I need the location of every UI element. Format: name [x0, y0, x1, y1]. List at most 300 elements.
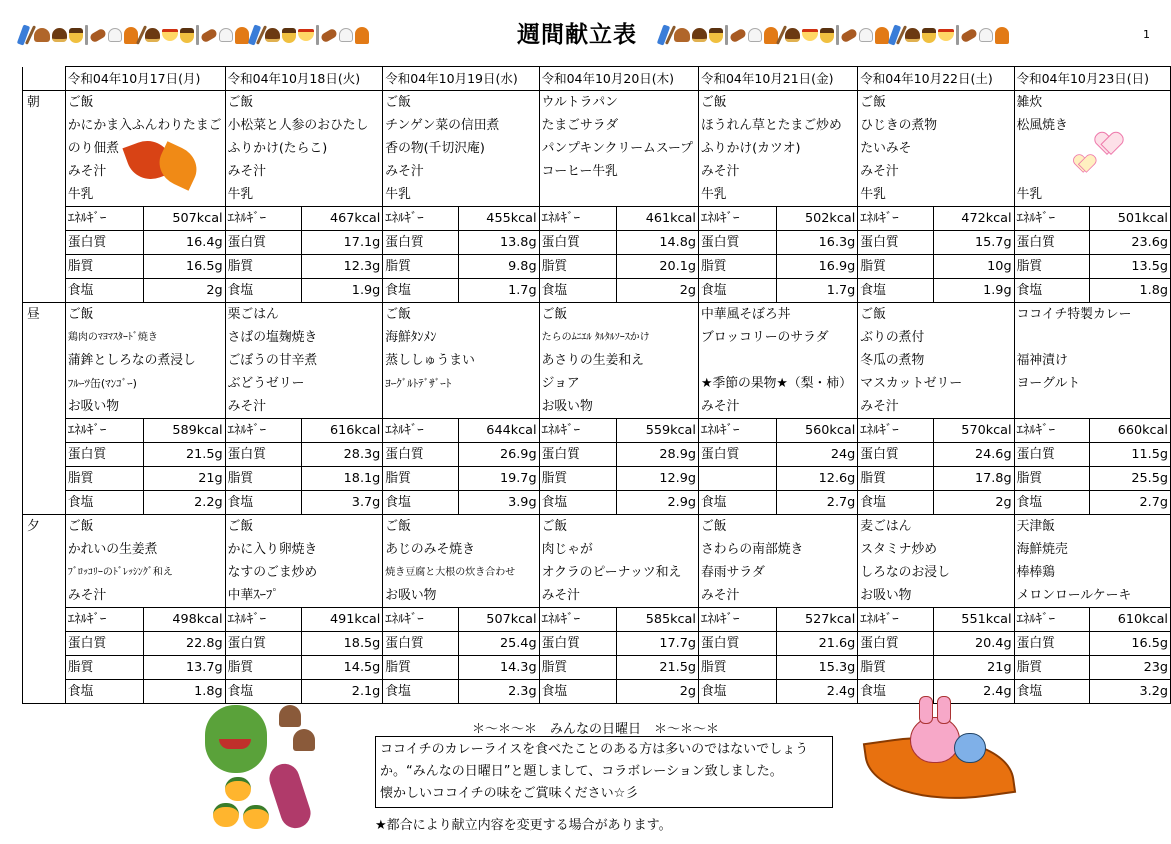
menu-item: ﾖｰｸﾞﾙﾄﾃﾞｻﾞｰﾄ: [383, 372, 539, 395]
fat-label: 脂質: [858, 467, 934, 491]
protein-value: 17.7g: [617, 632, 699, 656]
salt-label: 食塩: [225, 279, 302, 303]
dinner-label-cell: 夕: [23, 515, 66, 539]
energy-label: ｴﾈﾙｷﾞｰ: [225, 419, 302, 443]
menu-item: ご飯: [539, 303, 698, 327]
breakfast-label-cell: [23, 114, 66, 137]
fat-value: 23g: [1090, 656, 1171, 680]
ramen-icon: [938, 29, 954, 41]
breakfast-protein-row: [23, 231, 1171, 255]
menu-item: 松風焼き: [1014, 114, 1170, 137]
salt-value: 2g: [934, 491, 1014, 515]
menu-item: ジョア: [539, 372, 698, 395]
burger-icon: [265, 28, 280, 42]
menu-item: みそ汁: [65, 160, 225, 183]
salt-value: 3.9g: [459, 491, 539, 515]
date-header: 令和04年10月21日(金): [698, 67, 857, 91]
menu-item: ふりかけ(カツオ): [698, 137, 857, 160]
salt-label: 食塩: [858, 279, 934, 303]
fat-label: 脂質: [698, 656, 776, 680]
fork-icon: [316, 25, 319, 45]
fat-label: 脂質: [65, 255, 143, 279]
fat-label: 脂質: [539, 255, 617, 279]
salt-label: 食塩: [383, 491, 459, 515]
fat-value: 17.8g: [934, 467, 1014, 491]
energy-label: ｴﾈﾙｷﾞｰ: [1014, 207, 1090, 231]
energy-label: ｴﾈﾙｷﾞｰ: [225, 608, 302, 632]
menu-item: 小松菜と人参のおひたし: [225, 114, 383, 137]
breakfast-label-cell: [23, 160, 66, 183]
lunch-label-cell: 昼: [23, 303, 66, 327]
notice-title: ＊～＊～＊ みんなの日曜日 ＊～＊～＊: [472, 722, 720, 737]
dango-icon: [729, 27, 747, 43]
menu-item: かれいの生姜煮: [65, 538, 225, 561]
salt-value: 2.2g: [143, 491, 225, 515]
protein-label: 蛋白質: [858, 231, 934, 255]
energy-value: 560kcal: [776, 419, 858, 443]
rice-icon: [219, 28, 233, 42]
notice-line: 懐かしいココイチの味をご賞味ください☆彡: [380, 786, 639, 801]
menu-item: みそ汁: [225, 395, 383, 419]
energy-value: 501kcal: [1090, 207, 1171, 231]
page-title: 週間献立表: [517, 22, 637, 48]
salt-value: 3.7g: [302, 491, 383, 515]
menu-item: 中華ｽｰﾌﾟ: [225, 584, 383, 608]
protein-value: 18.5g: [302, 632, 383, 656]
date-header: 令和04年10月22日(土): [858, 67, 1014, 91]
menu-item: みそ汁: [65, 584, 225, 608]
protein-label: 蛋白質: [698, 632, 776, 656]
salt-value: 2.4g: [934, 680, 1014, 704]
protein-value: 20.4g: [934, 632, 1014, 656]
menu-item: コーヒー牛乳: [539, 160, 698, 183]
protein-value: 14.8g: [617, 231, 699, 255]
fat-value: 14.3g: [459, 656, 539, 680]
protein-value: 15.7g: [934, 231, 1014, 255]
energy-label: ｴﾈﾙｷﾞｰ: [383, 419, 459, 443]
protein-label: 蛋白質: [698, 231, 776, 255]
dinner-menu-row: [23, 538, 1171, 561]
menu-item: チンゲン菜の信田煮: [383, 114, 539, 137]
salt-label: 食塩: [383, 279, 459, 303]
energy-label: ｴﾈﾙｷﾞｰ: [698, 608, 776, 632]
bread-icon: [674, 28, 690, 42]
fat-label: 脂質: [383, 467, 459, 491]
menu-item: [1014, 395, 1170, 419]
fat-value: 21g: [143, 467, 225, 491]
dinner-label-cell: [23, 538, 66, 561]
fat-label: 脂質: [225, 467, 302, 491]
salt-label: 食塩: [539, 491, 617, 515]
protein-label: 蛋白質: [1014, 443, 1090, 467]
rice-icon: [108, 28, 122, 42]
rice-icon: [748, 28, 762, 42]
salt-label: 食塩: [698, 680, 776, 704]
salt-label: 食塩: [858, 680, 934, 704]
menu-item: オクラのピーナッツ和え: [539, 561, 698, 584]
protein-value: 16.4g: [143, 231, 225, 255]
salt-value: 1.7g: [459, 279, 539, 303]
salt-label: 食塩: [698, 491, 776, 515]
dinner-energy-row: [23, 608, 1171, 632]
menu-item: ブロッコリーのサラダ: [698, 326, 857, 349]
fat-label: 脂質: [539, 467, 617, 491]
rice-icon: [859, 28, 873, 42]
menu-item: ご飯: [383, 91, 539, 115]
salt-value: 1.8g: [143, 680, 225, 704]
breakfast-label-cell: [23, 231, 66, 255]
lunch-label-cell: [23, 349, 66, 372]
menu-item: 牛乳: [1014, 183, 1170, 207]
menu-item: みそ汁: [539, 584, 698, 608]
energy-value: 589kcal: [143, 419, 225, 443]
menu-item: パンプキンクリームスープ: [539, 137, 698, 160]
energy-label: ｴﾈﾙｷﾞｰ: [225, 207, 302, 231]
tree-icon: [875, 27, 889, 44]
salt-label: 食塩: [698, 279, 776, 303]
dinner-label-cell: [23, 608, 66, 632]
protein-label: 蛋白質: [65, 231, 143, 255]
salt-value: 1.9g: [934, 279, 1014, 303]
menu-item: しろなのお浸し: [858, 561, 1014, 584]
menu-item: 蒲鉾としろなの煮浸し: [65, 349, 225, 372]
menu-item: 中華風そぼろ丼: [698, 303, 857, 327]
date-header: 令和04年10月18日(火): [225, 67, 383, 91]
dinner-protein-row: [23, 632, 1171, 656]
rice-icon: [979, 28, 993, 42]
energy-value: 507kcal: [143, 207, 225, 231]
fat-label: 脂質: [225, 255, 302, 279]
dinner-fat-row: [23, 656, 1171, 680]
menu-item: 海鮮焼売: [1014, 538, 1170, 561]
energy-value: 585kcal: [617, 608, 699, 632]
salt-label: 食塩: [65, 279, 143, 303]
menu-item: 雑炊: [1014, 91, 1170, 115]
lunch-menu-row: [23, 349, 1171, 372]
protein-label: 蛋白質: [1014, 632, 1090, 656]
fat-label: 脂質: [858, 656, 934, 680]
protein-label: 蛋白質: [539, 632, 617, 656]
menu-item: スタミナ炒め: [858, 538, 1014, 561]
tree-icon: [235, 27, 249, 44]
salt-value: 1.7g: [776, 279, 858, 303]
bread-icon: [34, 28, 50, 42]
burger-icon: [145, 28, 160, 42]
menu-item: たいみそ: [858, 137, 1014, 160]
fat-label: 脂質: [539, 656, 617, 680]
burger-icon: [905, 28, 920, 42]
breakfast-label-cell: [23, 279, 66, 303]
dinner-menu-row: [23, 584, 1171, 608]
protein-value: 28.3g: [302, 443, 383, 467]
menu-item: みそ汁: [698, 584, 857, 608]
fat-value: 18.1g: [302, 467, 383, 491]
menu-item: 春雨サラダ: [698, 561, 857, 584]
pudding-icon: [709, 28, 723, 43]
menu-item: さばの塩麹焼き: [225, 326, 383, 349]
date-header: 令和04年10月19日(水): [383, 67, 539, 91]
burger-icon: [785, 28, 800, 42]
salt-value: 2.4g: [776, 680, 858, 704]
salt-value: 2.9g: [617, 491, 699, 515]
dinner-label-cell: [23, 656, 66, 680]
menu-item: ﾌﾙｰﾂ缶(ﾏﾝｺﾞｰ): [65, 372, 225, 395]
fat-value: 9.8g: [459, 255, 539, 279]
menu-item: ご飯: [383, 515, 539, 539]
lunch-label-cell: [23, 491, 66, 515]
salt-value: 1.9g: [302, 279, 383, 303]
menu-item: ご飯: [539, 515, 698, 539]
menu-item: ご飯: [225, 515, 383, 539]
hearts-icon: [1068, 133, 1128, 181]
lunch-fat-row: [23, 467, 1171, 491]
autumn-leaves-icon: [128, 130, 206, 192]
lunch-label-cell: [23, 372, 66, 395]
menu-item: お吸い物: [65, 395, 225, 419]
salt-value: 2.1g: [302, 680, 383, 704]
salt-label: 食塩: [858, 491, 934, 515]
salt-label: 食塩: [1014, 279, 1090, 303]
lunch-menu-row: [23, 395, 1171, 419]
menu-item: ごぼうの甘辛煮: [225, 349, 383, 372]
fat-value: 15.3g: [776, 656, 858, 680]
salt-value: 2.3g: [459, 680, 539, 704]
protein-value: 22.8g: [143, 632, 225, 656]
date-header-row: [23, 67, 1171, 91]
protein-value: 21.5g: [143, 443, 225, 467]
menu-item: 牛乳: [225, 183, 383, 207]
fat-value: 19.7g: [459, 467, 539, 491]
pudding-icon: [282, 28, 296, 43]
menu-item: みそ汁: [698, 395, 857, 419]
fat-value: 12.3g: [302, 255, 383, 279]
energy-label: ｴﾈﾙｷﾞｰ: [858, 419, 934, 443]
menu-item: さわらの南部焼き: [698, 538, 857, 561]
dinner-label-cell: [23, 632, 66, 656]
menu-item: ほうれん草とたまご炒め: [698, 114, 857, 137]
menu-item: みそ汁: [858, 160, 1014, 183]
energy-value: 502kcal: [776, 207, 858, 231]
menu-item: マスカットゼリー: [858, 372, 1014, 395]
energy-label: ｴﾈﾙｷﾞｰ: [383, 608, 459, 632]
energy-label: ｴﾈﾙｷﾞｰ: [65, 608, 143, 632]
salt-value: 2g: [617, 279, 699, 303]
menu-item: かに入り卵焼き: [225, 538, 383, 561]
menu-item: 天津飯: [1014, 515, 1170, 539]
salt-label: 食塩: [65, 680, 143, 704]
energy-label: ｴﾈﾙｷﾞｰ: [65, 419, 143, 443]
breakfast-label-cell: [23, 183, 66, 207]
protein-label: 蛋白質: [858, 632, 934, 656]
energy-label: ｴﾈﾙｷﾞｰ: [539, 608, 617, 632]
breakfast-fat-row: [23, 255, 1171, 279]
lunch-energy-row: [23, 419, 1171, 443]
menu-item: ご飯: [225, 91, 383, 115]
energy-value: 570kcal: [934, 419, 1014, 443]
menu-item: ご飯: [65, 515, 225, 539]
energy-value: 491kcal: [302, 608, 383, 632]
energy-value: 551kcal: [934, 608, 1014, 632]
food-icon-strip-right: [660, 22, 1140, 48]
fork-icon: [196, 25, 199, 45]
rice-icon: [339, 28, 353, 42]
protein-label: 蛋白質: [539, 443, 617, 467]
protein-label: 蛋白質: [225, 632, 302, 656]
menu-item: お吸い物: [858, 584, 1014, 608]
menu-item: メロンロールケーキ: [1014, 584, 1170, 608]
energy-value: 455kcal: [459, 207, 539, 231]
protein-label: 蛋白質: [858, 443, 934, 467]
menu-item: ご飯: [858, 303, 1014, 327]
lunch-menu-row: [23, 303, 1171, 327]
corner-cell: [23, 67, 66, 91]
menu-item: 麦ごはん: [858, 515, 1014, 539]
salt-value: 3.2g: [1090, 680, 1171, 704]
menu-item: みそ汁: [225, 160, 383, 183]
menu-item: お吸い物: [539, 395, 698, 419]
dinner-label-cell: [23, 584, 66, 608]
menu-item: 香の物(千切沢庵): [383, 137, 539, 160]
protein-value: 28.9g: [617, 443, 699, 467]
menu-item: たまごサラダ: [539, 114, 698, 137]
fat-value: 21g: [934, 656, 1014, 680]
menu-item: ウルトラパン: [539, 91, 698, 115]
dinner-menu-row: [23, 515, 1171, 539]
notice-box: [375, 736, 833, 808]
protein-value: 25.4g: [459, 632, 539, 656]
protein-value: 24.6g: [934, 443, 1014, 467]
dango-icon: [840, 27, 858, 43]
menu-item: [383, 395, 539, 419]
menu-item: ご飯: [65, 91, 225, 115]
energy-value: 467kcal: [302, 207, 383, 231]
fat-label: [698, 467, 776, 491]
menu-item: ★季節の果物★（梨・柿）: [698, 372, 857, 395]
energy-value: 527kcal: [776, 608, 858, 632]
fat-value: 13.5g: [1090, 255, 1171, 279]
menu-item: ﾌﾞﾛｯｺﾘｰのﾄﾞﾚｯｼﾝｸﾞ和え: [65, 561, 225, 584]
date-header: 令和04年10月23日(日): [1014, 67, 1170, 91]
energy-value: 461kcal: [617, 207, 699, 231]
lunch-label-cell: [23, 395, 66, 419]
energy-label: ｴﾈﾙｷﾞｰ: [539, 207, 617, 231]
fat-value: 25.5g: [1090, 467, 1171, 491]
dango-icon: [89, 27, 107, 43]
menu-item: あさりの生姜和え: [539, 349, 698, 372]
protein-label: 蛋白質: [698, 443, 776, 467]
tree-icon: [355, 27, 369, 44]
burger-icon: [52, 28, 67, 42]
ramen-icon: [802, 29, 818, 41]
protein-label: 蛋白質: [65, 632, 143, 656]
protein-value: 24g: [776, 443, 858, 467]
menu-item: 福神漬け: [1014, 349, 1170, 372]
dango-icon: [320, 27, 338, 43]
energy-value: 507kcal: [459, 608, 539, 632]
protein-value: 11.5g: [1090, 443, 1171, 467]
breakfast-label-cell: [23, 207, 66, 231]
lunch-menu-row: [23, 372, 1171, 395]
menu-item: ふりかけ(たらこ): [225, 137, 383, 160]
protein-label: 蛋白質: [65, 443, 143, 467]
menu-item: [698, 349, 857, 372]
energy-label: ｴﾈﾙｷﾞｰ: [65, 207, 143, 231]
dinner-label-cell: [23, 561, 66, 584]
salt-label: 食塩: [383, 680, 459, 704]
fat-value: 12.9g: [617, 467, 699, 491]
fat-value: 16.9g: [776, 255, 858, 279]
fat-label: 脂質: [65, 656, 143, 680]
energy-label: ｴﾈﾙｷﾞｰ: [1014, 419, 1090, 443]
energy-value: 610kcal: [1090, 608, 1171, 632]
fork-icon: [725, 25, 728, 45]
breakfast-label-cell: [23, 137, 66, 160]
menu-item: 牛乳: [65, 183, 225, 207]
fork-icon: [85, 25, 88, 45]
menu-item: ご飯: [65, 303, 225, 327]
menu-item: 冬瓜の煮物: [858, 349, 1014, 372]
energy-value: 644kcal: [459, 419, 539, 443]
breakfast-menu-row: [23, 91, 1171, 115]
protein-label: 蛋白質: [383, 632, 459, 656]
salt-label: 食塩: [1014, 491, 1090, 515]
lunch-label-cell: [23, 326, 66, 349]
dinner-label-cell: [23, 680, 66, 704]
burger-icon: [692, 28, 707, 42]
lunch-protein-row: [23, 443, 1171, 467]
menu-item: 牛乳: [858, 183, 1014, 207]
salt-value: 2.7g: [1090, 491, 1171, 515]
protein-value: 26.9g: [459, 443, 539, 467]
menu-item: 海鮮ﾀﾝﾒﾝ: [383, 326, 539, 349]
rabbit-and-bear-on-leaf-illustration: [862, 693, 1022, 823]
menu-item: 焼き豆腐と大根の炊き合わせ: [383, 561, 539, 584]
salt-value: 1.8g: [1090, 279, 1171, 303]
protein-label: 蛋白質: [1014, 231, 1090, 255]
ramen-icon: [298, 29, 314, 41]
energy-label: ｴﾈﾙｷﾞｰ: [1014, 608, 1090, 632]
fat-label: 脂質: [383, 656, 459, 680]
fat-value: 12.6g: [776, 467, 858, 491]
fat-value: 13.7g: [143, 656, 225, 680]
notice-line: か。“みんなの日曜日”と題しまして、コラボレーション致しました。: [380, 764, 783, 779]
energy-value: 498kcal: [143, 608, 225, 632]
menu-item: 牛乳: [383, 183, 539, 207]
pudding-icon: [922, 28, 936, 43]
protein-label: 蛋白質: [225, 443, 302, 467]
fat-label: 脂質: [383, 255, 459, 279]
menu-item: 栗ごはん: [225, 303, 383, 327]
fat-label: 脂質: [1014, 255, 1090, 279]
lunch-menu-row: [23, 326, 1171, 349]
menu-item: ココイチ特製カレー: [1014, 303, 1170, 327]
menu-item: ひじきの煮物: [858, 114, 1014, 137]
menu-item: みそ汁: [383, 160, 539, 183]
energy-label: ｴﾈﾙｷﾞｰ: [858, 608, 934, 632]
salt-label: 食塩: [225, 680, 302, 704]
menu-item: ご飯: [698, 515, 857, 539]
protein-value: 23.6g: [1090, 231, 1171, 255]
breakfast-label-cell: 朝: [23, 91, 66, 115]
salt-label: 食塩: [539, 279, 617, 303]
breakfast-energy-row: [23, 207, 1171, 231]
lunch-salt-row: [23, 491, 1171, 515]
menu-item: 鶏肉のﾏﾖﾏｽﾀｰﾄﾞ焼き: [65, 326, 225, 349]
menu-item: かにかま入ふんわりたまご: [65, 114, 225, 137]
pudding-icon: [180, 28, 194, 43]
protein-value: 16.3g: [776, 231, 858, 255]
protein-label: 蛋白質: [383, 443, 459, 467]
